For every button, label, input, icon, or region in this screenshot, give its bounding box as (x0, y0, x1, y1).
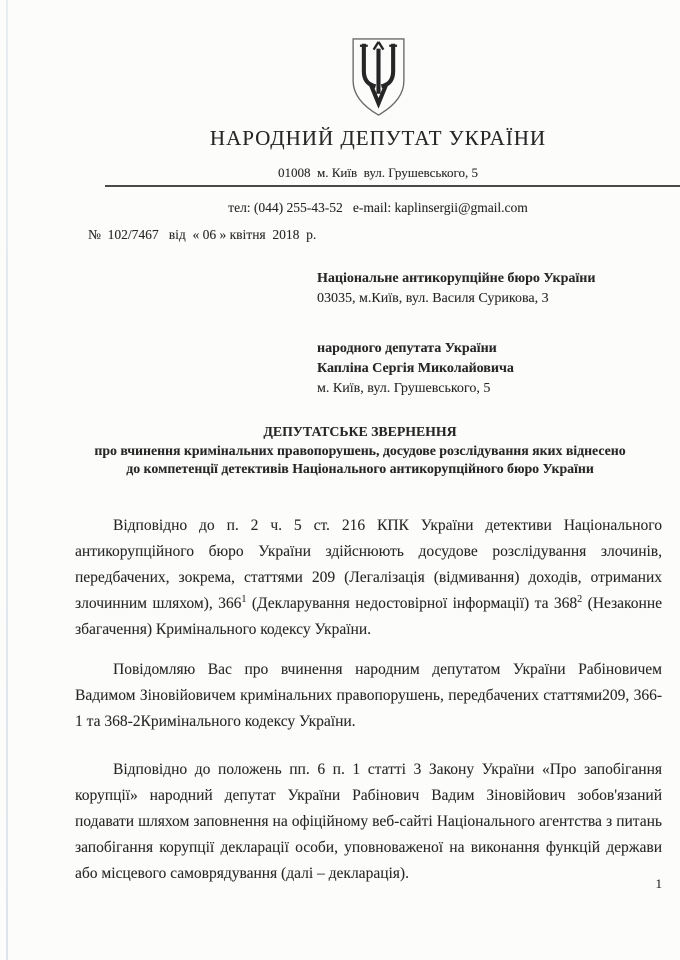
letterhead-address: 01008 м. Київ вул. Грушевського, 5 (278, 165, 478, 180)
scan-edge-line (6, 0, 8, 960)
sender-address: м. Київ, вул. Грушевського, 5 (317, 381, 491, 396)
page-number: 1 (655, 876, 662, 891)
paragraph-1-text: Відповідно до п. 2 ч. 5 ст. 216 КПК України детективи Національного антикорупційного бюро України здійснюють досудове розслідування злочинів, передбачених, зокрема, статтями 209 (Легалізація (відмивання) доходів, отриманих злочинним шляхом), 366 (75, 517, 662, 612)
document-title-block (60, 423, 660, 479)
letterhead-contact-line: тел: (044) 255-43-52 e-mail: kaplinsergii@gmail.com (228, 200, 528, 215)
reference-number-line: № 102/7467 від « 06 » квітня 2018 р. (88, 227, 317, 242)
sender-role: народного депутата України (317, 341, 497, 356)
superscript-368: 2 (577, 593, 583, 605)
paragraph-3: Відповідно до положень пп. 6 п. 1 статті 3 Закону України «Про запобігання корупції» народний депутат України Рабінович Вадим Зіновійович зобов'язаний подавати шляхом заповнення на офіційному веб-сайті Національного агентства з питань запобігання корупції декларації особи, уповноваженої на виконання функцій держави або місцевого самоврядування (далі – декларація). (75, 761, 662, 882)
superscript-366: 1 (241, 593, 247, 605)
paragraph-1-text: (Декларування недостовірної інформації) та 368 (246, 595, 578, 612)
document-subtitle-line1: про вчинення кримінальних правопорушень, досудове розслідування яких віднесено (94, 442, 626, 458)
paragraph-1-text: (Незаконне збагачення) Кримінального кодексу України. (75, 595, 663, 638)
addressee-organization: Національне антикорупційне бюро України (317, 271, 596, 286)
document-title-main: ДЕПУТАТСЬКЕ ЗВЕРНЕННЯ (263, 424, 457, 439)
sender-name: Капліна Сергія Миколайовича (317, 361, 514, 376)
addressee-organization-address: 03035, м.Київ, вул. Василя Сурикова, 3 (317, 291, 549, 306)
addressee-block (317, 269, 647, 399)
paragraph-1 (75, 513, 662, 643)
letterhead-title: НАРОДНИЙ ДЕПУТАТ УКРАЇНИ (209, 126, 547, 150)
ukraine-trident-emblem-icon (349, 36, 408, 123)
letter-body (75, 513, 662, 887)
paragraph-2: Повідомляю Вас про вчинення народним депутатом України Рабіновичем Вадимом Зіновійовичем кримінальних правопорушень, передбачених статтями209, 366-1 та 368-2Кримінального кодексу України. (75, 661, 662, 730)
document-subtitle-line2: до компетенції детективів Національного антикорупційного бюро України (126, 461, 594, 476)
letterhead-divider (105, 185, 680, 187)
